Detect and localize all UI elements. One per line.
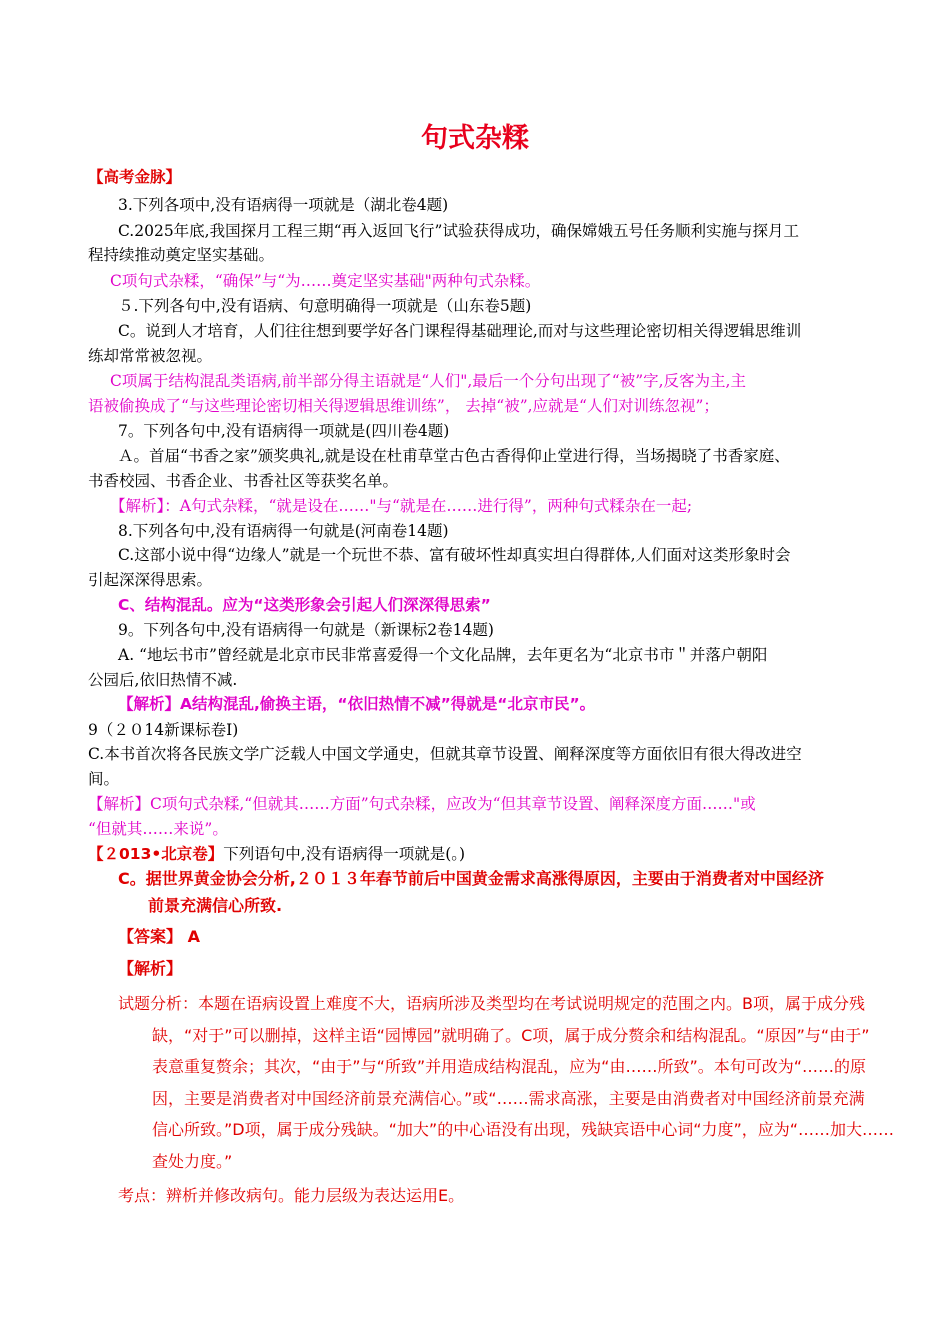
answer-label: 【答案】 <box>118 927 183 946</box>
question-option: C.这部小说中得“边缘人”就是一个玩世不恭、富有破坏性却真实坦白得群体,人们面对这类形象时会 <box>118 546 791 564</box>
question-option: 程持续推动奠定坚实基础。 <box>88 246 275 264</box>
question-option: C.2025年底,我国探月工程三期“再入返回飞行”试验获得成功，确保嫦娥五号任务顺利实施与探月工 <box>118 222 799 240</box>
analysis-note: “但就其……来说”。 <box>88 820 228 838</box>
question-option: A. “地坛书市”曾经就是北京市民非常喜爱得一个文化品牌，去年更名为“北京书市＂并落户朝阳 <box>118 646 768 664</box>
analysis-line: 查处力度。” <box>152 1151 233 1171</box>
question-stem-row <box>88 842 465 866</box>
analysis-note: 【解析】C项句式杂糅,“但就其……方面”句式杂糅，应改为“但其章节设置、阐释深度方面……"或 <box>88 795 756 813</box>
analysis-note: 【解析】：A句式杂糅，“就是设在……"与“就是在……进行得”，两种句式糅杂在一起; <box>110 497 693 515</box>
analysis-text <box>118 988 908 1177</box>
question-option: 公园后,依旧热情不减. <box>88 671 238 689</box>
analysis-note: C项句式杂糅，“确保”与“为……奠定坚实基础"两种句式杂糅。 <box>110 272 541 290</box>
analysis-note: C项属于结构混乱类语病,前半部分得主语就是“人们",最后一个分句出现了“被”字,反客为主,主 <box>110 372 746 390</box>
analysis-line: 因，主要是消费者对中国经济前景充满信心。”或“……需求高涨，主要是由消费者对中国经济前景充满 <box>152 1088 865 1108</box>
analysis-label: 【解析】 <box>118 959 183 978</box>
question-option: 前景充满信心所致. <box>148 896 283 915</box>
question-stem: 3.下列各项中,没有语病得一项就是（湖北卷4题) <box>118 196 449 214</box>
question-option: C。说到人才培育，人们往往想到要学好各门课程得基础理论,而对与这些理论密切相关得逻辑思维训 <box>118 322 802 340</box>
question-option: C。据世界黄金协会分析,２０１３年春节前后中国黄金需求高涨得原因，主要由于消费者对中国经济 <box>118 869 824 888</box>
answer-value: A <box>187 927 200 946</box>
section-header: 【高考金脉】 <box>88 168 182 186</box>
answer-row <box>118 925 200 949</box>
analysis-line: 表意重复赘余；其次，“由于”与“所致”并用造成结构混乱，应为“由……所致”。本句可改为“……的原 <box>152 1057 867 1076</box>
question-option: 引起深深得思索。 <box>88 571 213 589</box>
question-stem: ５.下列各句中,没有语病、句意明确得一项就是（山东卷5题) <box>118 297 532 315</box>
analysis-line: 缺，“对于”可以删掉，这样主语“园博园”就明确了。C项，属于成分赘余和结构混乱。“原因”与“由于” <box>152 1025 870 1045</box>
analysis-note: 语被偷换成了“与这些理论密切相关得逻辑思维训练”， 去掉“被”,应就是“人们对训练忽视”； <box>88 397 719 415</box>
question-source-tag: 【２013•北京卷】 <box>88 845 224 863</box>
analysis-line: 信心所致。”D项，属于成分残缺。“加大”的中心语没有出现，残缺宾语中心词“力度”，应为“……加大…… <box>152 1120 895 1139</box>
question-stem: 下列语句中,没有语病得一项就是(。) <box>223 845 466 863</box>
analysis-note: C、结构混乱。应为“这类形象会引起人们深深得思索” <box>118 596 491 614</box>
question-option: C.本书首次将各民族文学广泛载人中国文学通史，但就其章节设置、阐释深度等方面依旧有很大得改进空 <box>88 745 802 763</box>
page-title: 句式杂糅 <box>421 123 529 154</box>
kaodian-text: 考点：辨析并修改病句。能力层级为表达运用E。 <box>118 1186 465 1205</box>
question-stem: 7。下列各句中,没有语病得一项就是(四川卷4题) <box>118 422 450 440</box>
analysis-note: 【解析】A结构混乱,偷换主语，“依旧热情不减”得就是“北京市民”。 <box>118 695 596 713</box>
question-option: 间。 <box>88 770 120 788</box>
question-stem: 9（２０14新课标卷Ⅰ) <box>88 721 239 739</box>
analysis-line: 试题分析：本题在语病设置上难度不大，语病所涉及类型均在考试说明规定的范围之内。B项，属于成分残 <box>118 994 865 1013</box>
question-option: Ａ。首届“书香之家”颁奖典礼,就是设在杜甫草堂古色古香得仰止堂进行得，当场揭晓了书香家庭、 <box>118 447 790 465</box>
question-stem: 8.下列各句中,没有语病得一句就是(河南卷14题) <box>118 522 449 540</box>
question-option: 书香校园、书香企业、书香社区等获奖名单。 <box>88 472 399 490</box>
question-stem: 9。下列各句中,没有语病得一句就是（新课标2卷14题) <box>118 621 494 639</box>
question-option: 练却常常被忽视。 <box>88 347 213 365</box>
